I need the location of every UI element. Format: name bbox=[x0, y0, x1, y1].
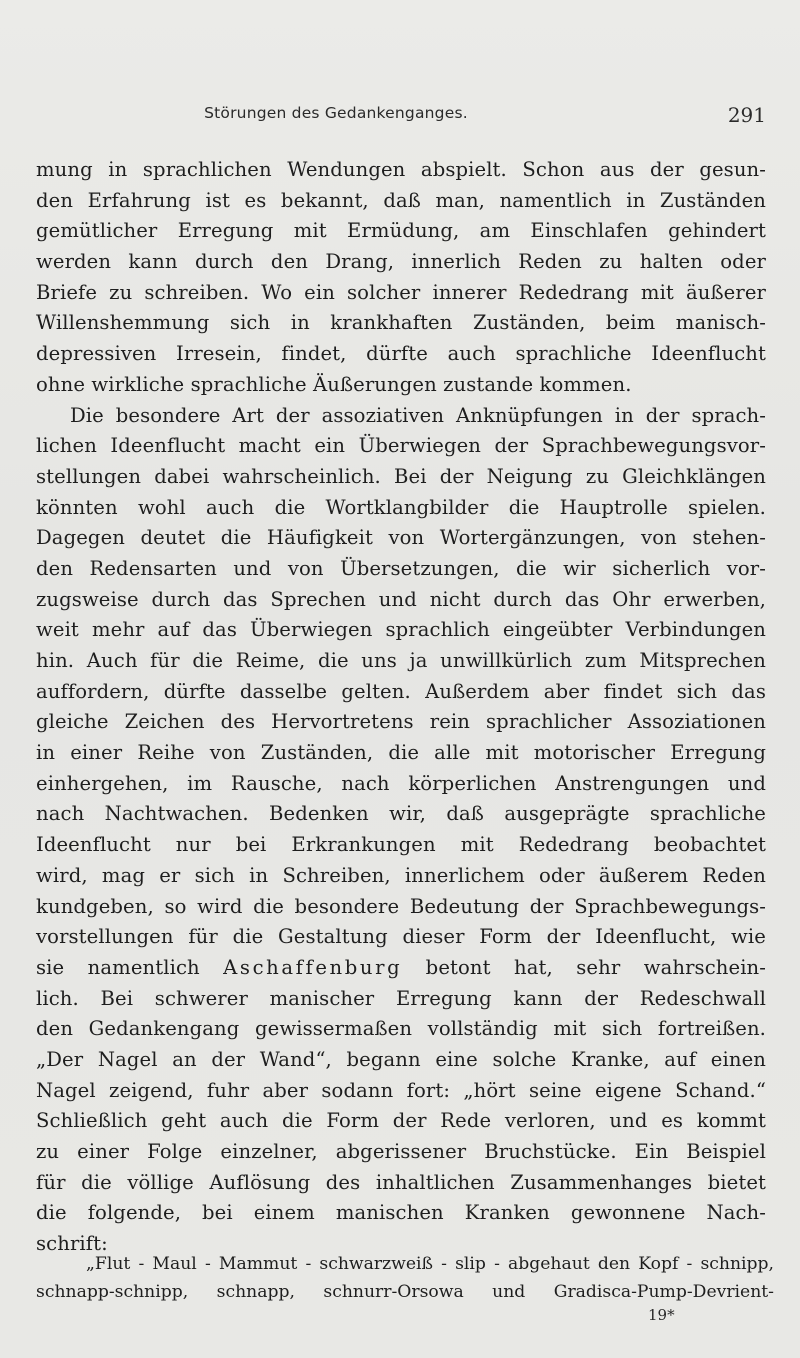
text-line: vorstellungen für die Gestaltung dieser Form der Ideenflucht, wie bbox=[36, 925, 766, 949]
text-line: mung in sprachlichen Wendungen abspielt. Schon aus der gesun- bbox=[36, 158, 766, 181]
text-line: lich. Bei schwerer manischer Erregung kann der Redeschwall bbox=[36, 986, 766, 1010]
body-text bbox=[36, 155, 766, 1260]
text-line: weit mehr auf das Überwiegen sprachlich eingeübter Verbindungen bbox=[36, 618, 766, 642]
text-line: nach Nachtwachen. Bedenken wir, daß ausgeprägte sprachliche bbox=[36, 802, 766, 826]
text-line: Willenshemmung sich in krankhaften Zuständen, beim manisch- bbox=[36, 311, 766, 335]
line-pre: sie namentlich bbox=[36, 955, 224, 979]
text-line: in einer Reihe von Zuständen, die alle mit motorischer Erregung bbox=[36, 741, 766, 765]
text-line: den Erfahrung ist es bekannt, daß man, namentlich in Zuständen bbox=[36, 188, 766, 212]
text-line: könnten wohl auch die Wortklangbilder die Hauptrolle spielen. bbox=[36, 495, 766, 519]
text-line: einhergehen, im Rausche, nach körperlichen Anstrengungen und bbox=[36, 771, 766, 795]
text-line: „Der Nagel an der Wand“, begann eine solche Kranke, auf einen bbox=[36, 1047, 766, 1071]
text-line: wird, mag er sich in Schreiben, innerlichem oder äußerem Reden bbox=[36, 863, 766, 887]
text-line: gleiche Zeichen des Hervortretens rein sprachlicher Assoziationen bbox=[36, 710, 766, 734]
text-line: Dagegen deutet die Häufigkeit von Wortergänzungen, von stehen- bbox=[36, 526, 766, 550]
printer-signature-mark: 19* bbox=[648, 1306, 675, 1324]
text-line: die folgende, bei einem manischen Kranken gewonnene Nach- bbox=[36, 1201, 766, 1225]
text-line: Ideenflucht nur bei Erkrankungen mit Rededrang beobachtet bbox=[36, 833, 766, 857]
text-line: schrift: bbox=[36, 1232, 108, 1256]
quote-line: schnapp-schnipp, schnapp, schnurr-Orsowa und Gradisca-Pump-Devrient- bbox=[36, 1282, 774, 1302]
text-line: gemütlicher Erregung mit Ermüdung, am Einschlafen gehindert bbox=[36, 219, 766, 243]
text-line: auffordern, dürfte dasselbe gelten. Außerdem aber findet sich das bbox=[36, 679, 766, 703]
text-line: zugsweise durch das Sprechen und nicht durch das Ohr erwerben, bbox=[36, 587, 766, 611]
text-line: kundgeben, so wird die besondere Bedeutung der Sprachbewegungs- bbox=[36, 894, 766, 918]
text-line: Briefe zu schreiben. Wo ein solcher innerer Rededrang mit äußerer bbox=[36, 280, 766, 304]
text-line: lichen Ideenflucht macht ein Überwiegen der Sprachbewegungsvor- bbox=[36, 434, 766, 458]
text-line: für die völlige Auflösung des inhaltlichen Zusammenhanges bietet bbox=[36, 1170, 766, 1194]
text-line: den Gedankengang gewissermaßen vollständig mit sich fortreißen. bbox=[36, 1017, 766, 1041]
text-line: zu einer Folge einzelner, abgerissener Bruchstücke. Ein Beispiel bbox=[36, 1140, 766, 1163]
running-title: Störungen des Gedankenganges. bbox=[204, 104, 468, 122]
quoted-transcript bbox=[36, 1250, 774, 1306]
page-header bbox=[36, 104, 766, 134]
text-line: ohne wirkliche sprachliche Äußerungen zustande kommen. bbox=[36, 372, 632, 396]
text-line: werden kann durch den Drang, innerlich Reden zu halten oder bbox=[36, 250, 766, 274]
text-line-with-author bbox=[36, 953, 766, 984]
text-line: hin. Auch für die Reime, die uns ja unwillkürlich zum Mitsprechen bbox=[36, 649, 766, 672]
author-name: Aschaffenburg bbox=[223, 955, 403, 979]
page-number: 291 bbox=[727, 103, 766, 127]
quote-line: „Flut - Maul - Mammut - schwarzweiß - slip - abgehaut den Kopf - schnipp, bbox=[86, 1254, 774, 1274]
text-line: Schließlich geht auch die Form der Rede verloren, und es kommt bbox=[36, 1109, 766, 1133]
text-line: depressiven Irresein, findet, dürfte auch sprachliche Ideenflucht bbox=[36, 342, 766, 366]
line-post: betont hat, sehr wahrschein- bbox=[402, 955, 766, 979]
text-line: stellungen dabei wahrscheinlich. Bei der Neigung zu Gleichklängen bbox=[36, 464, 766, 488]
text-line: Nagel zeigend, fuhr aber sodann fort: „hört seine eigene Schand.“ bbox=[36, 1078, 766, 1102]
text-line: Die besondere Art der assoziativen Anknüpfungen in der sprach- bbox=[70, 403, 766, 427]
text-line: den Redensarten und von Übersetzungen, die wir sicherlich vor- bbox=[36, 556, 766, 580]
